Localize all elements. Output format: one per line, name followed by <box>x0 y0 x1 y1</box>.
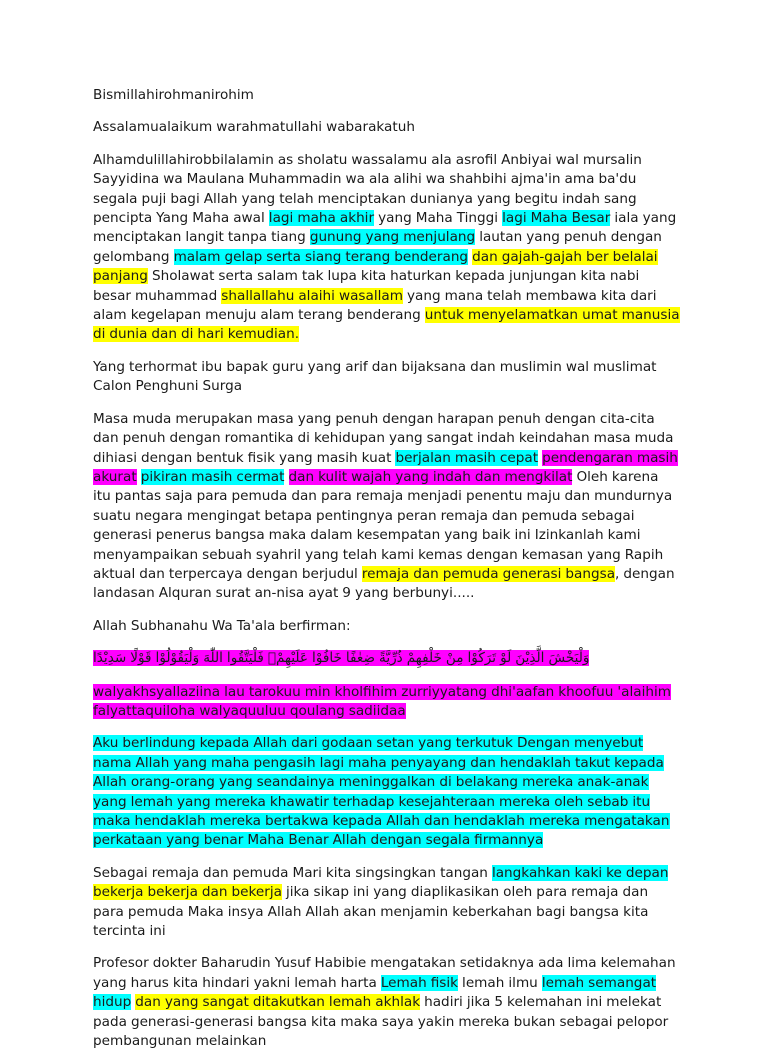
text-run: Sholawat serta salam tak lupa kita haturkan kepada junjungan kita nabi besar muhammad <box>93 268 640 304</box>
highlight-magenta: pendengaran masih akurat <box>93 449 678 485</box>
highlight-yellow: dan yang sangat ditakutkan lemah akhlak <box>135 994 421 1011</box>
transliteration <box>93 683 680 722</box>
greeting-salam: Assalamualaikum warahmatullahi wabarakatuh <box>93 119 415 136</box>
text-run: jika sikap ini yang diaplikasikan oleh para remaja dan para pemuda Maka insya Allah Allah akan menjamin keberkahan bagi bangsa kita tercinta ini <box>93 884 649 940</box>
text-run: iala yang menciptakan langit tanpa tiang <box>93 210 677 246</box>
highlight-yellow: untuk menyelamatkan umat manusia di dunia dan di hari kemudian. <box>93 307 680 343</box>
audience-greeting: Yang terhormat ibu bapak guru yang arif dan bijaksana dan muslimin wal muslimat Calon Penghuni Surga <box>93 358 657 395</box>
highlight-magenta: walyakhsyallaziina lau tarokuu min kholfihim zurriyyatang dhi'aafan khoofuu 'alaihim falyattaquiloha walyaquuluu qoulang sadiidaa <box>93 683 671 719</box>
youth-paragraph <box>93 410 680 604</box>
text-run: Oleh karena itu pantas saja para pemuda dan para remaja menjadi penentu maju dan mundurnya suatu negara mengingat betapa pentingnya peran remaja dan pemuda sebagai generasi penerus bangsa maka dalam kesempatan yang baik ini Izinkanlah kami menyampaikan sebuah syahril yang telah kami kemas dengan kemasan yang Rapih aktual dan terpercaya dengan berjudul <box>93 468 673 582</box>
highlight-cyan: lagi Maha Besar <box>502 210 611 227</box>
text-run: lautan yang penuh dengan gelombang <box>93 229 662 265</box>
highlight-yellow: dan gajah-gajah ber belalai panjang <box>93 248 658 285</box>
text-run <box>284 469 288 485</box>
arabic-verse <box>93 649 680 668</box>
habibie-paragraph <box>93 954 680 1051</box>
highlight-yellow: remaja dan pemuda generasi bangsa <box>361 565 616 582</box>
greeting-bismillah: Bismillahirohmanirohim <box>93 87 254 103</box>
highlight-magenta: dan kulit wajah yang indah dan mengkilat <box>288 468 573 485</box>
highlight-yellow: bekerja bekerja dan bekerja <box>93 884 282 901</box>
highlight-yellow: shallallahu alaihi wasallam <box>221 287 403 304</box>
highlight-cyan: gunung yang menjulang <box>309 229 476 246</box>
text-run: yang mana telah membawa kita dari alam kegelapan menuju alam terang benderang <box>93 287 657 324</box>
text-run: yang Maha Tinggi <box>374 210 503 227</box>
highlight-cyan: berjalan masih cepat <box>395 449 539 466</box>
text-run: Sebagai remaja dan pemuda Mari kita singsingkan tangan <box>93 864 492 881</box>
highlight-magenta: وَلْيَخْشَ الَّذِيْنَ لَوْ تَرَكُوْا مِنْ خَلْفِهِمْ ذُرِّيَّةً ضِعٰفًا خَافُوْا عَلَيْهِمْۖ فَلْيَتَّقُوا اللّٰهَ وَلْيَقُوْلُوْا قَوْلًا سَدِيْدًا <box>93 650 590 667</box>
text-run: Profesor dokter Baharudin Yusuf Habibie mengatakan setidaknya ada lima kelemahan yang harus kita hindari yakni lemah harta <box>93 955 676 991</box>
highlight-cyan: lemah semangat hidup <box>93 974 657 1011</box>
opening-paragraph <box>93 151 680 345</box>
text-run: lemah ilmu <box>458 974 542 991</box>
highlight-cyan: pikiran masih cermat <box>140 468 285 485</box>
highlight-cyan: Lemah fisik <box>380 974 459 991</box>
quran-intro: Allah Subhanahu Wa Ta'ala berfirman: <box>93 617 351 634</box>
call-to-action-paragraph <box>93 864 680 942</box>
text-run: hadiri jika 5 kelemahan ini melekat pada generasi-generasi bangsa kita maka saya yakin mereka bukan sebagai pelopor pembangunan melainkan <box>93 994 669 1050</box>
text-run: Alhamdulillahirobbilalamin as sholatu wassalamu ala asrofil Anbiyai wal mursalin Sayyidina wa Maulana Muhammadin wa ala alihi wa shahbihi ajma'in ama ba'du segala puji bagi Allah yang telah menciptakan dunianya yang begitu indah sang pencipta Yang Maha awal <box>93 151 642 227</box>
text-run: Masa muda merupakan masa yang penuh dengan harapan penuh dengan cita-cita dan penuh dengan romantika di kehidupan yang sangat indah keindahan masa muda dihiasi dengan bentuk fisik yang masih kuat <box>93 410 674 466</box>
highlight-cyan: Aku berlindung kepada Allah dari godaan setan yang terkutuk Dengan menyebut nama Allah yang maha pengasih lagi maha penyayang dan hendaklah takut kepada Allah orang-orang yang seandainya meninggalkan di belakang mereka anak-anak yang lemah yang mereka khawatir terhadap kesejahteraan mereka oleh sebab itu maka hendaklah mereka bertakwa kepada Allah dan hendaklah mereka mengatakan perkataan yang benar Maha Benar Allah dengan segala firmannya <box>93 735 670 849</box>
highlight-cyan: langkahkan kaki ke depan <box>491 864 669 881</box>
highlight-cyan: malam gelap serta siang terang benderang <box>173 248 469 265</box>
translation <box>93 734 680 850</box>
text-run: , dengan landasan Alquran surat an-nisa ayat 9 yang berbunyi..... <box>93 565 675 602</box>
highlight-cyan: lagi maha akhir <box>268 210 375 227</box>
